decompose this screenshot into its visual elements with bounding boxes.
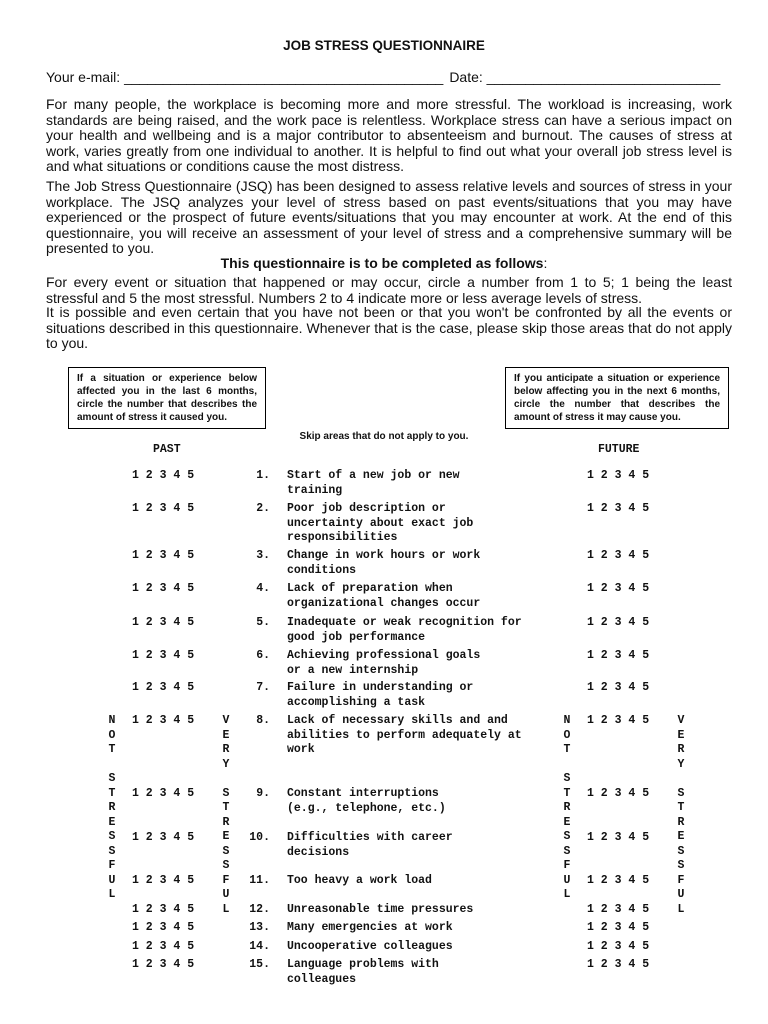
- question-text: Language problems with colleagues: [287, 958, 439, 986]
- question-text: Unreasonable time pressures: [287, 903, 474, 916]
- question-number: 13.: [249, 921, 270, 934]
- email-label: Your e-mail:: [46, 69, 125, 85]
- date-label: Date:: [449, 69, 487, 85]
- future-rating-scale[interactable]: 1 2 3 4 5: [587, 582, 650, 595]
- question-text: Start of a new job or new training: [287, 469, 460, 497]
- question-number: 1.: [256, 469, 270, 482]
- question-text: Change in work hours or work conditions: [287, 549, 481, 577]
- past-rating-scale[interactable]: 1 2 3 4 5: [132, 903, 195, 916]
- very-stressful-label: V E R Y S T R E S S F U L: [677, 714, 685, 916]
- past-rating-scale[interactable]: 1 2 3 4 5: [132, 582, 195, 595]
- past-rating-scale[interactable]: 1 2 3 4 5: [132, 940, 195, 953]
- future-rating-scale[interactable]: 1 2 3 4 5: [587, 903, 650, 916]
- question-number: 12.: [249, 903, 270, 916]
- future-rating-scale[interactable]: 1 2 3 4 5: [587, 616, 650, 629]
- past-rating-scale[interactable]: 1 2 3 4 5: [132, 616, 195, 629]
- past-rating-scale[interactable]: 1 2 3 4 5: [132, 469, 195, 482]
- future-rating-scale[interactable]: 1 2 3 4 5: [587, 649, 650, 662]
- question-text: Failure in understanding or accomplishing a task: [287, 681, 474, 709]
- question-number: 10.: [249, 831, 270, 844]
- question-number: 15.: [249, 958, 270, 971]
- past-rating-scale[interactable]: 1 2 3 4 5: [132, 502, 195, 515]
- future-rating-scale[interactable]: 1 2 3 4 5: [587, 469, 650, 482]
- past-rating-scale[interactable]: 1 2 3 4 5: [132, 714, 195, 727]
- question-text: Many emergencies at work: [287, 921, 453, 934]
- question-text: Lack of preparation when organizational changes occur: [287, 582, 481, 610]
- future-rating-scale[interactable]: 1 2 3 4 5: [587, 958, 650, 971]
- past-rating-scale[interactable]: 1 2 3 4 5: [132, 681, 195, 694]
- question-text: Inadequate or weak recognition for good job performance: [287, 616, 522, 644]
- header-fields: [46, 69, 720, 85]
- email-field[interactable]: _________________________________________: [124, 69, 444, 85]
- future-rating-scale[interactable]: 1 2 3 4 5: [587, 940, 650, 953]
- question-text: Achieving professional goals or a new internship: [287, 649, 481, 677]
- skip-note: Skip areas that do not apply to you.: [299, 431, 469, 442]
- question-number: 6.: [256, 649, 270, 662]
- future-rating-scale[interactable]: 1 2 3 4 5: [587, 831, 650, 844]
- future-rating-scale[interactable]: 1 2 3 4 5: [587, 549, 650, 562]
- future-rating-scale[interactable]: 1 2 3 4 5: [587, 714, 650, 727]
- question-text: Lack of necessary skills and and abilities to perform adequately at work: [287, 714, 522, 756]
- intro-paragraph-1: For many people, the workplace is becoming more and more stressful. The workload is increasing, work standards are being raised, and the work pace is relentless. Workplace stress can have a serious impact on your health and wellbeing and is a major contributor to absenteeism and burnout. The causes of stress at work, varies greatly from one individual to another. It is helpful to find out what your overall job stress level is and what situations or conditions cause the most distress.: [46, 96, 732, 174]
- not-stressful-label: N O T S T R E S S F U L: [108, 714, 116, 901]
- question-number: 5.: [256, 616, 270, 629]
- future-instruction-box: If you anticipate a situation or experience below affecting you in the next 6 months, circle the number that describes the amount of stress it may cause you.: [505, 367, 729, 429]
- page-title: JOB STRESS QUESTIONNAIRE: [283, 38, 485, 53]
- question-number: 9.: [256, 787, 270, 800]
- question-number: 14.: [249, 940, 270, 953]
- question-number: 11.: [249, 874, 270, 887]
- question-number: 2.: [256, 502, 270, 515]
- past-rating-scale[interactable]: 1 2 3 4 5: [132, 787, 195, 800]
- future-rating-scale[interactable]: 1 2 3 4 5: [587, 874, 650, 887]
- question-text: Too heavy a work load: [287, 874, 432, 887]
- past-rating-scale[interactable]: 1 2 3 4 5: [132, 958, 195, 971]
- instructions-paragraph-2: It is possible and even certain that you have not been or that you won't be confronted by all the events or situations described in this questionnaire. Whenever that is the case, please skip those areas that do not apply to you.: [46, 304, 732, 351]
- intro-paragraph-2: The Job Stress Questionnaire (JSQ) has been designed to assess relative levels and sources of stress in your workplace. The JSQ analyzes your level of stress based on past events/situations that you may have experienced or the prospect of future events/situations that you may encounter at work. At the end of this questionnaire, you will receive an assessment of your level of stress and a comprehensive summary will be presented to you.: [46, 178, 732, 256]
- past-rating-scale[interactable]: 1 2 3 4 5: [132, 549, 195, 562]
- date-field[interactable]: ______________________________: [486, 69, 721, 85]
- question-number: 7.: [256, 681, 270, 694]
- question-number: 4.: [256, 582, 270, 595]
- future-rating-scale[interactable]: 1 2 3 4 5: [587, 921, 650, 934]
- past-rating-scale[interactable]: 1 2 3 4 5: [132, 831, 195, 844]
- not-stressful-label: N O T S T R E S S F U L: [563, 714, 571, 901]
- future-rating-scale[interactable]: 1 2 3 4 5: [587, 787, 650, 800]
- past-rating-scale[interactable]: 1 2 3 4 5: [132, 921, 195, 934]
- instructions-paragraph-1: For every event or situation that happened or may occur, circle a number from 1 to 5; 1 being the least stressful and 5 the most stressful. Numbers 2 to 4 indicate more or less average levels of stress.: [46, 274, 732, 306]
- question-number: 3.: [256, 549, 270, 562]
- question-number: 8.: [256, 714, 270, 727]
- question-text: Constant interruptions (e.g., telephone, etc.): [287, 787, 446, 815]
- future-column-header: FUTURE: [598, 443, 640, 456]
- past-rating-scale[interactable]: 1 2 3 4 5: [132, 649, 195, 662]
- future-rating-scale[interactable]: 1 2 3 4 5: [587, 681, 650, 694]
- question-text: Poor job description or uncertainty about exact job responsibilities: [287, 502, 474, 544]
- question-text: Uncooperative colleagues: [287, 940, 453, 953]
- past-column-header: PAST: [153, 443, 181, 456]
- question-text: Difficulties with career decisions: [287, 831, 453, 859]
- instructions-heading: This questionnaire is to be completed as follows:: [220, 255, 548, 271]
- past-instruction-box: If a situation or experience below affected you in the last 6 months, circle the number that describes the amount of stress it caused you.: [68, 367, 266, 429]
- future-rating-scale[interactable]: 1 2 3 4 5: [587, 502, 650, 515]
- very-stressful-label: V E R Y S T R E S S F U L: [222, 714, 230, 916]
- past-rating-scale[interactable]: 1 2 3 4 5: [132, 874, 195, 887]
